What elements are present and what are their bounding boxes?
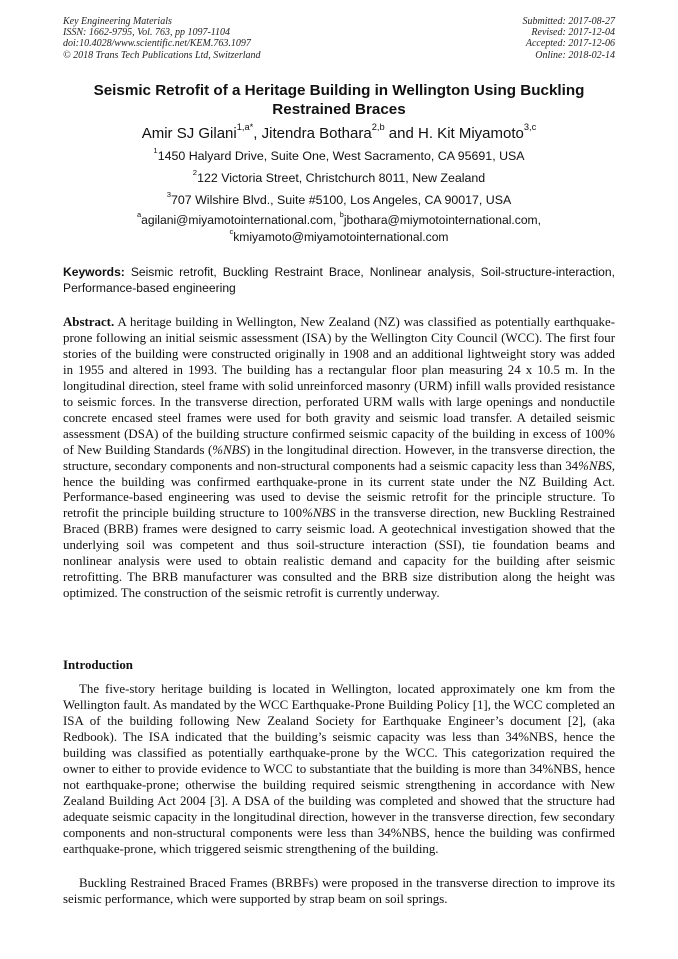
affiliation-address xyxy=(63,146,615,164)
abstract-emphasis: %NBS xyxy=(302,506,336,521)
email-address[interactable]: kmiyamoto@miyamotointernational.com xyxy=(233,229,449,244)
abstract-text: in the transverse direction, new Buckling Restrained Braced (BRB) frames were designed to carry seismic load. A geotechnical investigation showed that the underlying soil was competent and thus soil-structure interaction (SSI), tie foundation beams and nonlinear analysis were used to obtain realistic demand and capacity for the building after seismic retrofitting. The BRB manufacturer was consulted and the BRB size distribution along the height was optimized. The construction of the seismic retrofit is currently underway. xyxy=(63,506,615,601)
journal-doi: doi:10.4028/www.scientific.net/KEM.763.1097 xyxy=(63,38,251,50)
journal-issn: ISSN: 1662-9795, Vol. 763, pp 1097-1104 xyxy=(63,27,231,39)
affiliation-address xyxy=(63,190,615,208)
author-name: H. Kit Miyamoto xyxy=(418,125,524,142)
email-sup: b xyxy=(339,210,344,220)
keywords-label: Keywords: xyxy=(63,265,125,279)
section-heading-introduction: Introduction xyxy=(63,658,133,672)
date-submitted: Submitted: 2017-08-27 xyxy=(522,16,615,27)
abstract-label: Abstract. xyxy=(63,315,115,329)
date-revised: Revised: 2017-12-04 xyxy=(531,27,615,39)
abstract-text: hence the building was confirmed earthquake-prone in its current state under the NZ Building Act. Performance-based engineering was used to devise the seismic retrofit for the principle structure. To retrofit the principle building structure to 100 xyxy=(63,474,615,521)
abstract-emphasis: %NBS, xyxy=(578,458,616,473)
author-separator: , xyxy=(253,125,262,142)
affiliation-sup: 2 xyxy=(192,168,198,178)
affiliation-text: 1450 Halyard Drive, Suite One, West Sacramento, CA 95691, USA xyxy=(157,149,525,163)
journal-copyright: © 2018 Trans Tech Publications Ltd, Switzerland xyxy=(63,49,261,61)
author-affiliation-sup: 3,c xyxy=(523,122,537,133)
affiliation-sup: 1 xyxy=(153,146,158,156)
email-address[interactable]: jbothara@miymotointernational.com, xyxy=(343,213,541,227)
keywords-text: Seismic retrofit, Buckling Restraint Brace, Nonlinear analysis, Soil-structure-interaction, Performance-based engineering xyxy=(63,265,615,296)
email-address[interactable]: agilani@miyamotointernational.com xyxy=(141,213,333,227)
author-name: Jitendra Bothara xyxy=(261,125,372,142)
affiliation-text: 707 Wilshire Blvd., Suite #5100, Los Angeles, CA 90017, USA xyxy=(171,193,512,207)
introduction-paragraph: The five-story heritage building is located in Wellington, located approximately one km from the Wellington fault. As mandated by the WCC Earthquake-Prone Building Policy [1], the WCC completed an ISA of the building following New Zealand Society for Earthquake Engineer’s document [2], (aka Redbook). The ISA indicated that the building’s seismic capacity was less than 34%NBS, hence the building was classified as potentially earthquake-prone by the WCC. This categorization required the owner to either to provide evidence to WCC to substantiate that the building is more than 34%NBS, hence not earthquake-prone; otherwise the building required seismic strengthening in accordance with New Zealand Building Act 2004 [3]. A DSA of the building was completed and showed that the structure had adequate seismic capacity in the longitudinal direction, however in the transverse direction, few secondary components and non-structural components were less than 34%NBS, hence the building was confirmed earthquake-prone, which triggered seismic strengthening of the building. xyxy=(63,682,615,856)
author-list xyxy=(63,124,615,143)
date-accepted: Accepted: 2017-12-06 xyxy=(525,38,615,50)
author-emails xyxy=(63,212,615,245)
submission-dates xyxy=(523,16,616,61)
journal-name: Key Engineering Materials xyxy=(63,16,172,27)
email-sup: a xyxy=(137,210,142,220)
affiliation-address xyxy=(63,168,615,186)
abstract-block xyxy=(63,315,615,602)
keywords-block xyxy=(63,264,615,296)
email-separator: , xyxy=(332,213,340,227)
author-name: Amir SJ Gilani xyxy=(141,125,237,142)
abstract-text: ) in the longitudinal direction. However, in the transverse direction, the structure, secondary components and non-structural components had a seismic capacity less than 34 xyxy=(63,442,615,473)
affiliation-text: 122 Victoria Street, Christchurch 8011, New Zealand xyxy=(197,171,486,185)
date-online: Online: 2018-02-14 xyxy=(535,49,615,61)
paper-title: Seismic Retrofit of a Heritage Building in Wellington Using Buckling Restrained Braces xyxy=(93,82,585,118)
introduction-paragraph: Buckling Restrained Braced Frames (BRBFs) were proposed in the transverse direction to improve its seismic performance, which were supported by strap beam on soil springs. xyxy=(63,876,615,906)
journal-info xyxy=(63,16,261,61)
abstract-emphasis: %NBS xyxy=(212,442,246,457)
email-sup: c xyxy=(229,226,234,236)
abstract-text: A heritage building in Wellington, New Zealand (NZ) was classified as potentially earthquake-prone following an initial seismic assessment (ISA) by the Wellington City Council (WCC). The first four stories of the building were constructed originally in 1908 and an additional lightweight story was added in 1955 and altered in 1993. The building has a rectangular floor plan measuring 24 x 10.5 m. In the longitudinal direction, steel frame with solid unreinforced masonry (URM) infill walls provided resistance to seismic forces. In the transverse direction, perforated URM walls with large openings and nonductile concrete encased steel frames were used for both gravity and seismic load transfer. A detailed seismic assessment (DSA) of the building structure confirmed seismic capacity of the building in excess of 100% of New Building Standards ( xyxy=(63,315,615,457)
author-separator: and xyxy=(384,125,419,142)
affiliation-sup: 3 xyxy=(166,190,171,200)
author-affiliation-sup: 1,a* xyxy=(236,122,254,133)
author-affiliation-sup: 2,b xyxy=(371,122,385,133)
